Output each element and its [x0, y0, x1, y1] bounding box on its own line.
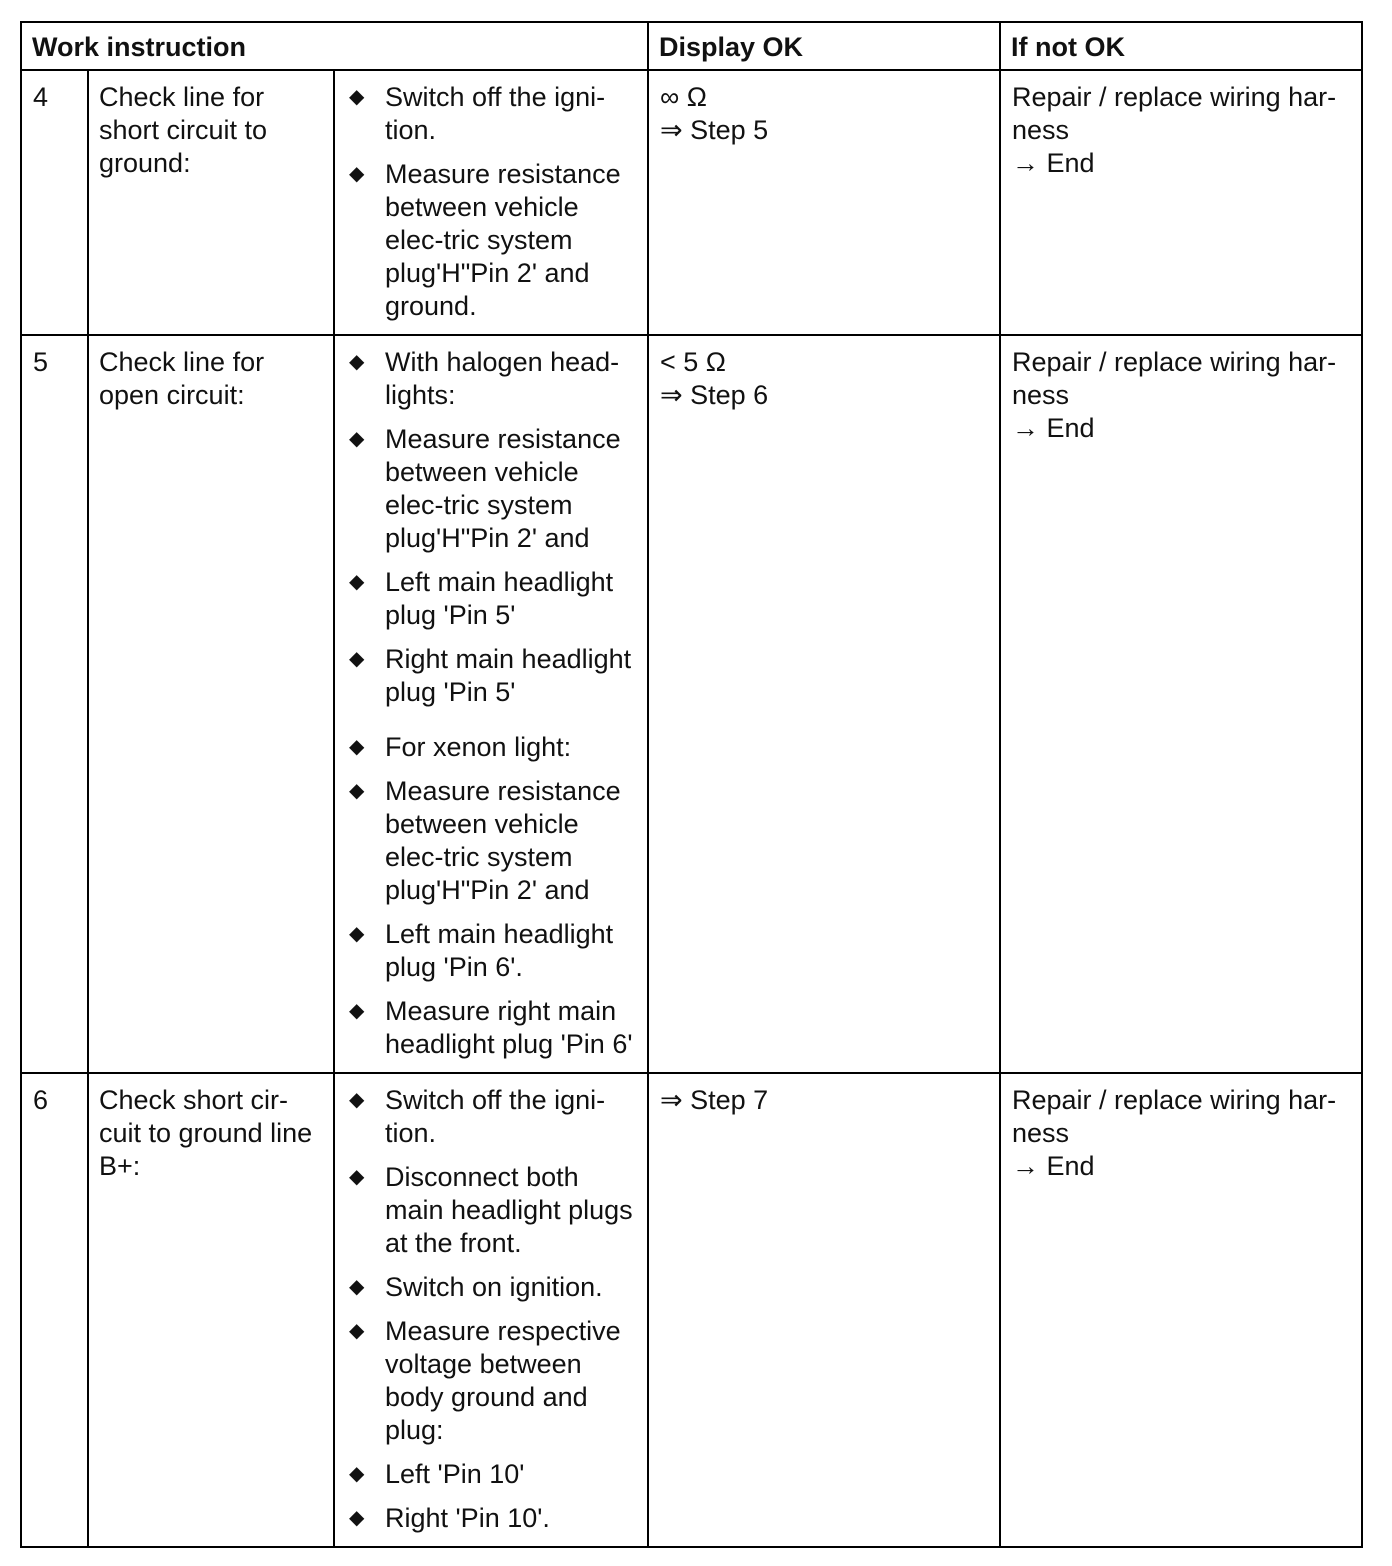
- work-instruction-table: [20, 21, 1363, 1548]
- list-item: ◆ Left main headlight plug 'Pin 6'.: [349, 919, 614, 982]
- task-description: Check line for open circuit:: [88, 335, 334, 1073]
- list-item: ◆ Right 'Pin 10'.: [349, 1503, 550, 1533]
- list-item: ◆ Left 'Pin 10': [349, 1459, 525, 1489]
- diamond-bullet-icon: ◆: [349, 571, 365, 593]
- instruction-list: [334, 70, 648, 335]
- list-item: ◆ Disconnect both main headlight plugs at the front.: [349, 1162, 633, 1258]
- diamond-bullet-icon: ◆: [349, 648, 365, 670]
- display-ok-cell: [648, 335, 1000, 1073]
- diamond-bullet-icon: ◆: [349, 1463, 365, 1485]
- list-item: ◆ Measure right main headlight plug 'Pin 6': [349, 996, 633, 1059]
- step-number: 5: [21, 335, 88, 1073]
- next-step: ⇒ Step 7: [660, 1085, 769, 1115]
- diamond-bullet-icon: ◆: [349, 1089, 365, 1111]
- diamond-bullet-icon: ◆: [349, 86, 365, 108]
- diamond-bullet-icon: ◆: [349, 428, 365, 450]
- instruction-list: [334, 1073, 648, 1547]
- list-item: ◆ Measure resistance between vehicle elec-tric system plug'H"Pin 2' and ground.: [349, 159, 621, 321]
- if-not-ok-cell: [1000, 70, 1362, 335]
- display-ok-cell: [648, 1073, 1000, 1547]
- remedy-text: Repair / replace wiring har-ness: [1012, 82, 1337, 145]
- diamond-bullet-icon: ◆: [349, 780, 365, 802]
- header-display-ok: Display OK: [648, 22, 1000, 70]
- table-row: [21, 335, 1362, 1073]
- header-work-instruction: Work instruction: [21, 22, 648, 70]
- table-row: [21, 70, 1362, 335]
- task-description: Check short cir-cuit to ground line B+:: [88, 1073, 334, 1547]
- diamond-bullet-icon: ◆: [349, 163, 365, 185]
- header-if-not-ok: If not OK: [1000, 22, 1362, 70]
- next-step: ⇒ Step 6: [660, 380, 769, 410]
- list-item: ◆ Measure resistance between vehicle elec-tric system plug'H"Pin 2' and: [349, 776, 621, 905]
- display-ok-cell: [648, 70, 1000, 335]
- if-not-ok-cell: [1000, 1073, 1362, 1547]
- diamond-bullet-icon: ◆: [349, 351, 365, 373]
- task-description: Check line for short circuit to ground:: [88, 70, 334, 335]
- instruction-list: [334, 335, 648, 1073]
- list-item: ◆ Right main headlight plug 'Pin 5': [349, 644, 632, 707]
- expected-value: < 5 Ω: [660, 347, 726, 377]
- table-row: [21, 1073, 1362, 1547]
- remedy-end: → End: [1012, 148, 1095, 178]
- diamond-bullet-icon: ◆: [349, 1000, 365, 1022]
- remedy-text: Repair / replace wiring har-ness: [1012, 1085, 1337, 1148]
- list-item: ◆ With halogen head-lights:: [349, 347, 620, 410]
- table-header-row: [21, 22, 1362, 70]
- diamond-bullet-icon: ◆: [349, 1507, 365, 1529]
- expected-value: ∞ Ω: [660, 82, 707, 112]
- remedy-text: Repair / replace wiring har-ness: [1012, 347, 1337, 410]
- step-number: 4: [21, 70, 88, 335]
- diamond-bullet-icon: ◆: [349, 1166, 365, 1188]
- list-item: ◆ Switch off the igni-tion.: [349, 1085, 606, 1148]
- if-not-ok-cell: [1000, 335, 1362, 1073]
- step-number: 6: [21, 1073, 88, 1547]
- list-item: ◆ For xenon light:: [349, 732, 572, 762]
- list-item: ◆ Measure resistance between vehicle elec-tric system plug'H"Pin 2' and: [349, 424, 621, 553]
- diamond-bullet-icon: ◆: [349, 1320, 365, 1342]
- remedy-end: → End: [1012, 1151, 1095, 1181]
- list-item: ◆ Switch on ignition.: [349, 1272, 603, 1302]
- next-step: ⇒ Step 5: [660, 115, 769, 145]
- diamond-bullet-icon: ◆: [349, 923, 365, 945]
- diamond-bullet-icon: ◆: [349, 736, 365, 758]
- diamond-bullet-icon: ◆: [349, 1276, 365, 1298]
- list-item: ◆ Switch off the igni-tion.: [349, 82, 606, 145]
- remedy-end: → End: [1012, 413, 1095, 443]
- list-item: ◆ Left main headlight plug 'Pin 5': [349, 567, 614, 630]
- list-item: ◆ Measure respective voltage between body ground and plug:: [349, 1316, 621, 1445]
